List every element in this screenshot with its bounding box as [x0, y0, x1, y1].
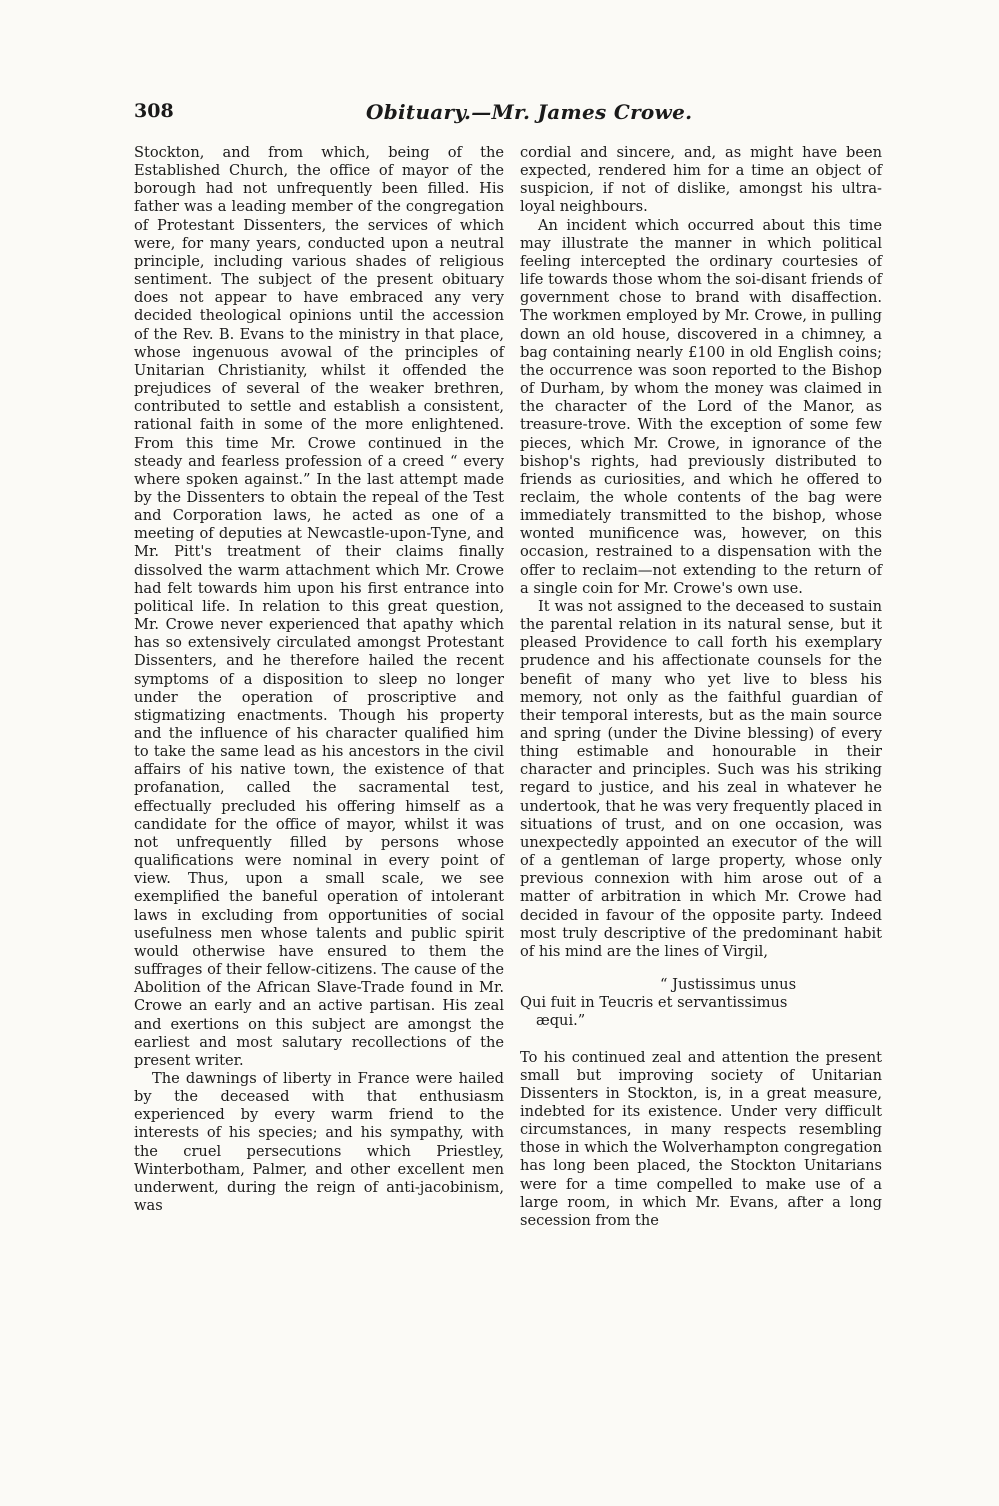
- running-title: Obituary.—Mr. James Crowe.: [366, 100, 693, 124]
- right-paragraph-3: It was not assigned to the deceased to sustain the parental relation in its natural sense, but it pleased Providence to call forth his exemplary prudence and his affectionate counsels for the benefit of many who yet live to bless his memory, not only as the faithful guardian of their temporal interests, but as the main source and spring (under the Divine blessing) of every thing estimable and honourable in their character and principles. Such was his striking regard to justice, and his zeal in whatever he undertook, that he was very frequently placed in situations of trust, and on one occasion, was unexpectedly appointed an executor of the will of a gentleman of large property, whose only previous connexion with him arose out of a matter of arbitration in which Mr. Crowe had decided in favour of the opposite party. Indeed most truly descriptive of the predominant habit of his mind are the lines of Virgil,: [520, 597, 882, 960]
- right-paragraph-2: An incident which occurred about this time may illustrate the manner in which political feeling intercepted the ordinary courtesies of life towards those whom the soi-disant friends of government chose to brand with disaffection. The workmen employed by Mr. Crowe, in pulling down an old house, discovered in a chimney, a bag containing nearly £100 in old English coins; the occurrence was soon reported to the Bishop of Durham, by whom the money was claimed in the character of the Lord of the Manor, as treasure-trove. With the exception of some few pieces, which Mr. Crowe, in ignorance of the bishop's rights, had previously distributed to friends as curiosities, and which he offered to reclaim, the whole contents of the bag were immediately transmitted to the bishop, whose wonted munificence was, however, on this occasion, restrained to a dispensation with the offer to reclaim—not extending to the return of a single coin for Mr. Crowe's own use.: [520, 216, 882, 597]
- right-column: [520, 144, 882, 1230]
- page-number: 308: [134, 100, 174, 122]
- right-paragraph-1: cordial and sincere, and, as might have been expected, rendered him for a time an object of suspicion, if not of dislike, amongst his ultra-loyal neighbours.: [520, 144, 882, 216]
- quote-line-3: æqui.”: [536, 1012, 586, 1030]
- left-paragraph-1: Stockton, and from which, being of the Established Church, the office of mayor of the borough had not unfrequently been filled. His father was a leading member of the congregation of Protestant Dissenters, the services of which were, for many years, conducted upon a neutral principle, including various shades of religious sentiment. The subject of the present obituary does not appear to have embraced any very decided theological opinions until the accession of the Rev. B. Evans to the ministry in that place, whose ingenuous avowal of the principles of Unitarian Christianity, whilst it offended the prejudices of several of the weaker brethren, contributed to settle and establish a consistent, rational faith in some of the more enlightened. From this time Mr. Crowe continued in the steady and fearless profession of a creed “ every where spoken against.” In the last attempt made by the Dissenters to obtain the repeal of the Test and Corporation laws, he acted as one of a meeting of deputies at Newcastle-upon-Tyne, and Mr. Pitt's treatment of their claims finally dissolved the warm attachment which Mr. Crowe had felt towards him upon his first entrance into political life. In relation to this great question, Mr. Crowe never experienced that apathy which has so extensively circulated amongst Protestant Dissenters, and he therefore hailed the recent symptoms of a disposition to sleep no longer under the operation of proscriptive and stigmatizing enactments. Though his property and the influence of his character qualified him to take the same lead as his ancestors in the civil affairs of his native town, the existence of that profanation, called the sacramental test, effectually precluded his offering himself as a candidate for the office of mayor, whilst it was not unfrequently filled by persons whose qualifications were nominal in every point of view. Thus, upon a small scale, we see exemplified the baneful operation of intolerant laws in excluding from opportunities of social usefulness men whose talents and public spirit would otherwise have ensured to them the suffrages of their fellow-citizens. The cause of the Abolition of the African Slave-Trade found in Mr. Crowe an early and an active partisan. His zeal and exertions on this subject are amongst the earliest and most salutary recollections of the present writer.: [134, 144, 504, 1069]
- virgil-quotation: [520, 976, 882, 1030]
- quote-line-2: Qui fuit in Teucris et servantissimus: [520, 994, 788, 1012]
- right-paragraph-4: To his continued zeal and attention the present small but improving society of Unitarian Dissenters in Stockton, is, in a great measure, indebted for its existence. Under very difficult circumstances, in many respects resembling those in which the Wolverhampton congregation has long been placed, the Stockton Unitarians were for a time compelled to make use of a large room, in which Mr. Evans, after a long secession from the: [520, 1048, 882, 1229]
- left-paragraph-2: The dawnings of liberty in France were hailed by the deceased with that enthusiasm experienced by every warm friend to the interests of his species; and his sympathy, with the cruel persecutions which Priestley, Winterbotham, Palmer, and other excellent men underwent, during the reign of anti-jacobinism, was: [134, 1069, 504, 1215]
- page-header: [134, 100, 874, 128]
- quote-line-1: “ Justissimus unus: [660, 976, 797, 994]
- left-column: [134, 144, 504, 1215]
